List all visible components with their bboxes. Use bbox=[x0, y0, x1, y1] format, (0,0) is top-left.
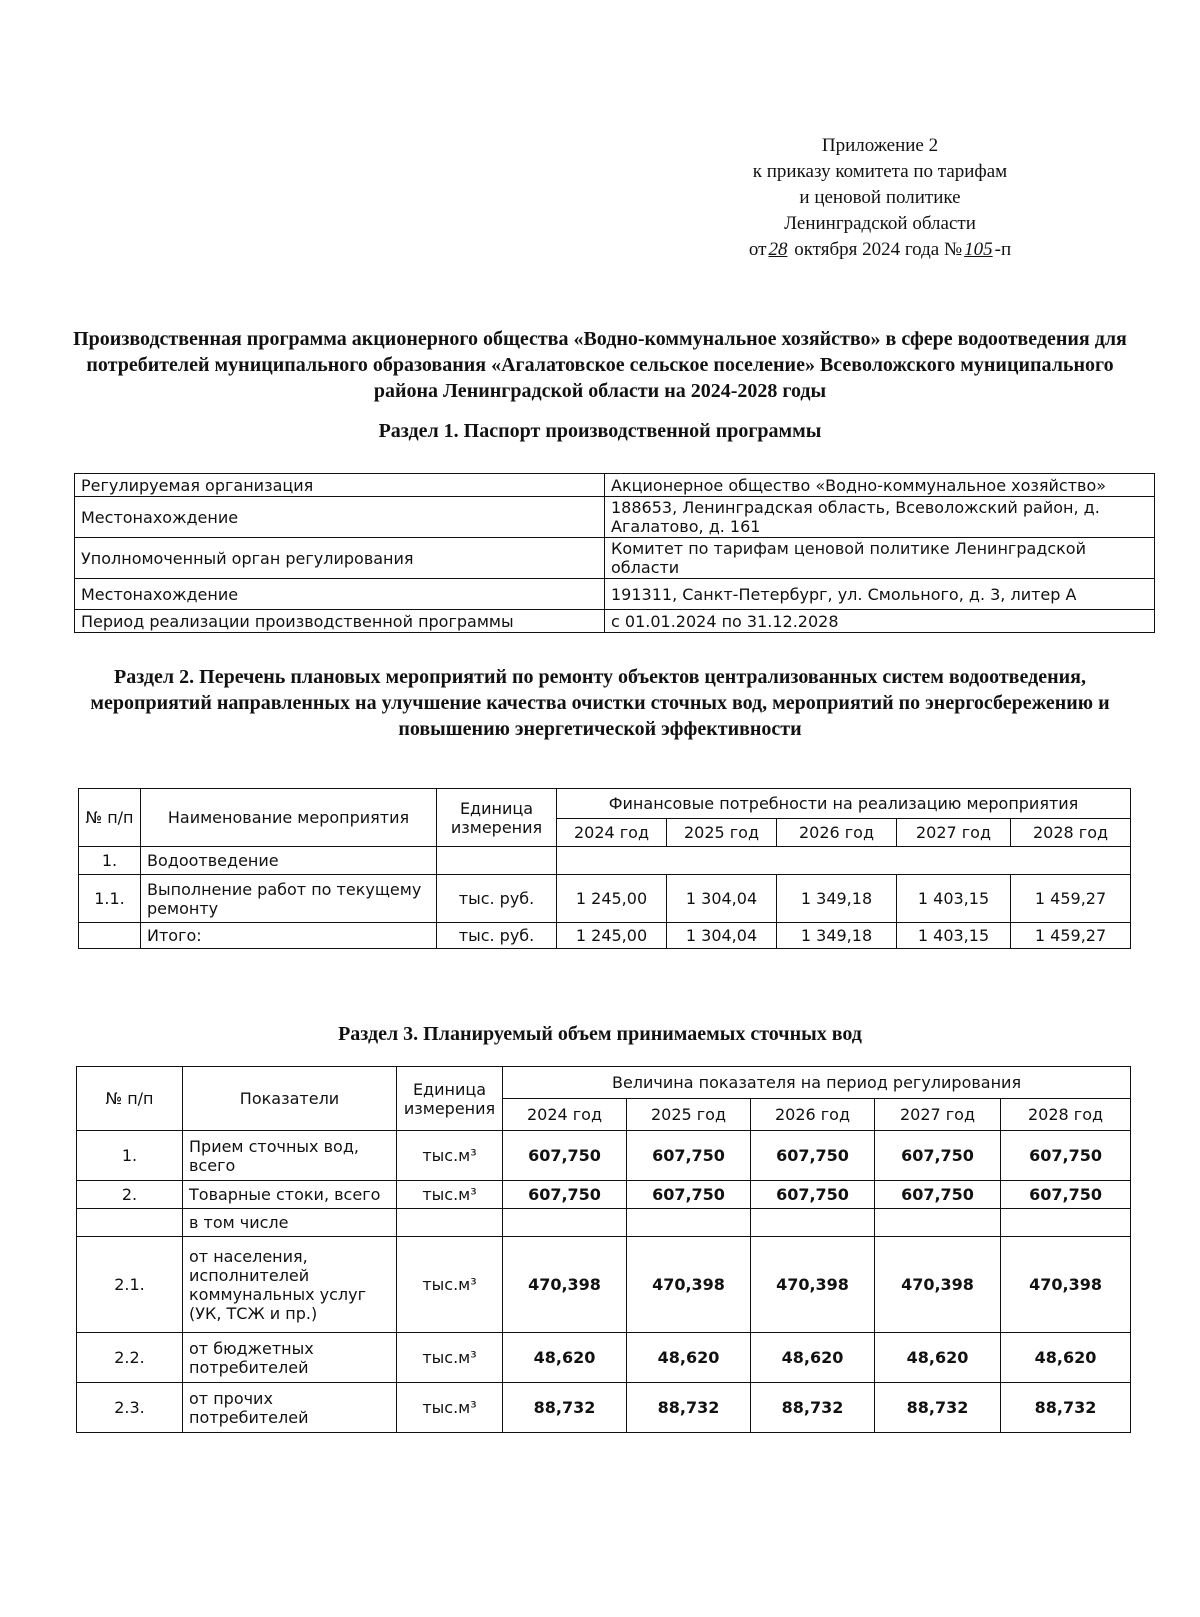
cell-num: 2.1. bbox=[77, 1237, 183, 1333]
cell-value: 607,750 bbox=[503, 1181, 627, 1209]
table-row bbox=[75, 497, 1155, 538]
date-day-handwritten: 28 bbox=[768, 239, 788, 260]
cell-name: Прием сточных вод, всего bbox=[183, 1131, 397, 1181]
appendix-line-4: Ленинградской области bbox=[784, 213, 976, 234]
cell-unit: тыс.м³ bbox=[397, 1383, 503, 1433]
col-header-year: 2028 год bbox=[1011, 819, 1131, 847]
document-title: Производственная программа акционерного общества «Водно-коммунальное хозяйство» в сфере водоотведения для потребителей муниципального образования «Агалатовское сельское поселение» Всеволожского муниципального района Ленинградской области на 2024-2028 годы bbox=[73, 328, 1127, 402]
table-row bbox=[75, 610, 1155, 633]
cell-value: 1 245,00 bbox=[557, 923, 667, 949]
col-header-year: 2024 год bbox=[557, 819, 667, 847]
col-header-year: 2028 год bbox=[1001, 1099, 1131, 1131]
order-number-handwritten: 105 bbox=[964, 239, 993, 260]
cell-value: 48,620 bbox=[875, 1333, 1001, 1383]
cell-num: 2.2. bbox=[77, 1333, 183, 1383]
passport-label: Местонахождение bbox=[75, 579, 605, 610]
cell-name-total: Итого: bbox=[141, 923, 437, 949]
cell-value: 470,398 bbox=[751, 1237, 875, 1333]
cell-value: 470,398 bbox=[1001, 1237, 1131, 1333]
cell-value: 48,620 bbox=[1001, 1333, 1131, 1383]
cell-value: 607,750 bbox=[875, 1131, 1001, 1181]
col-header-name: Наименование мероприятия bbox=[141, 789, 437, 847]
col-header-year: 2026 год bbox=[751, 1099, 875, 1131]
section2-title: Раздел 2. Перечень плановых мероприятий по ремонту объектов централизованных систем водоотведения, мероприятий направленных на улучшение качества очистки сточных вод, мероприятий по энергосбережению и повышению энергетической эффективности bbox=[90, 666, 1110, 740]
cell-num: 1. bbox=[77, 1131, 183, 1181]
wastewater-volume-table bbox=[76, 1066, 1131, 1433]
table-row bbox=[77, 1181, 1131, 1209]
cell-value: 1 304,04 bbox=[667, 875, 777, 923]
cell-value: 1 403,15 bbox=[897, 875, 1011, 923]
cell-value: 607,750 bbox=[627, 1131, 751, 1181]
table-row bbox=[75, 579, 1155, 610]
appendix-line-1: Приложение 2 bbox=[821, 135, 939, 156]
cell-unit: тыс. руб. bbox=[437, 875, 557, 923]
col-header-year: 2027 год bbox=[875, 1099, 1001, 1131]
cell-unit: тыс.м³ bbox=[397, 1333, 503, 1383]
cell-name: Водоотведение bbox=[141, 847, 437, 875]
table-row bbox=[79, 847, 1131, 875]
cell-num: 1. bbox=[79, 847, 141, 875]
cell-num: 1.1. bbox=[79, 875, 141, 923]
table-header-row bbox=[77, 1067, 1131, 1099]
cell-unit bbox=[437, 847, 557, 875]
col-header-year: 2025 год bbox=[667, 819, 777, 847]
col-header-num: № п/п bbox=[79, 789, 141, 847]
cell-value: 607,750 bbox=[751, 1181, 875, 1209]
cell-unit: тыс.м³ bbox=[397, 1131, 503, 1181]
cell-name: Товарные стоки, всего bbox=[183, 1181, 397, 1209]
measures-table bbox=[78, 788, 1131, 949]
cell-value: 1 459,27 bbox=[1011, 923, 1131, 949]
cell-num bbox=[77, 1209, 183, 1237]
cell-value: 1 403,15 bbox=[897, 923, 1011, 949]
table-row bbox=[77, 1237, 1131, 1333]
col-header-year: 2025 год bbox=[627, 1099, 751, 1131]
cell-value: 470,398 bbox=[627, 1237, 751, 1333]
cell-unit: тыс.м³ bbox=[397, 1181, 503, 1209]
cell-value: 48,620 bbox=[627, 1333, 751, 1383]
passport-value: Комитет по тарифам ценовой политике Ленинградской области bbox=[605, 538, 1155, 579]
col-header-num: № п/п bbox=[77, 1067, 183, 1131]
passport-table bbox=[74, 473, 1155, 633]
cell-empty bbox=[503, 1209, 627, 1237]
cell-value: 88,732 bbox=[627, 1383, 751, 1433]
col-header-name: Показатели bbox=[183, 1067, 397, 1131]
cell-value: 88,732 bbox=[503, 1383, 627, 1433]
passport-value: Акционерное общество «Водно-коммунальное хозяйство» bbox=[605, 474, 1155, 497]
col-header-year: 2027 год bbox=[897, 819, 1011, 847]
cell-num: 2. bbox=[77, 1181, 183, 1209]
col-header-finance: Финансовые потребности на реализацию мероприятия bbox=[557, 789, 1131, 819]
cell-value: 607,750 bbox=[875, 1181, 1001, 1209]
section3-title: Раздел 3. Планируемый объем принимаемых сточных вод bbox=[338, 1023, 862, 1045]
col-header-unit: Единица измерения bbox=[397, 1067, 503, 1131]
col-header-year: 2026 год bbox=[777, 819, 897, 847]
passport-label: Период реализации производственной программы bbox=[75, 610, 605, 633]
table-row bbox=[77, 1209, 1131, 1237]
passport-label: Регулируемая организация bbox=[75, 474, 605, 497]
appendix-date-line bbox=[700, 237, 1060, 263]
date-middle: октября 2024 года № bbox=[794, 239, 963, 260]
cell-value: 607,750 bbox=[1001, 1131, 1131, 1181]
cell-empty bbox=[627, 1209, 751, 1237]
passport-value: с 01.01.2024 по 31.12.2028 bbox=[605, 610, 1155, 633]
cell-value: 470,398 bbox=[875, 1237, 1001, 1333]
cell-value: 1 459,27 bbox=[1011, 875, 1131, 923]
cell-value: 1 304,04 bbox=[667, 923, 777, 949]
col-header-value: Величина показателя на период регулирования bbox=[503, 1067, 1131, 1099]
table-row bbox=[77, 1333, 1131, 1383]
cell-empty bbox=[875, 1209, 1001, 1237]
appendix-line-2: к приказу комитета по тарифам bbox=[752, 161, 1008, 182]
cell-value: 1 349,18 bbox=[777, 923, 897, 949]
cell-value: 607,750 bbox=[1001, 1181, 1131, 1209]
passport-value: 188653, Ленинградская область, Всеволожский район, д. Агалатово, д. 161 bbox=[605, 497, 1155, 538]
cell-value: 607,750 bbox=[627, 1181, 751, 1209]
date-prefix: от bbox=[748, 239, 767, 260]
appendix-header bbox=[700, 133, 1060, 263]
cell-value: 1 245,00 bbox=[557, 875, 667, 923]
cell-name: Выполнение работ по текущему ремонту bbox=[141, 875, 437, 923]
appendix-line-3: и ценовой политике bbox=[799, 187, 961, 208]
table-row bbox=[79, 875, 1131, 923]
cell-value: 48,620 bbox=[751, 1333, 875, 1383]
cell-num: 2.3. bbox=[77, 1383, 183, 1433]
date-suffix: -п bbox=[994, 239, 1012, 260]
passport-label: Уполномоченный орган регулирования bbox=[75, 538, 605, 579]
cell-value: 88,732 bbox=[875, 1383, 1001, 1433]
cell-name: от населения, исполнителей коммунальных услуг (УК, ТСЖ и пр.) bbox=[183, 1237, 397, 1333]
cell-empty bbox=[751, 1209, 875, 1237]
cell-value: 607,750 bbox=[503, 1131, 627, 1181]
col-header-year: 2024 год bbox=[503, 1099, 627, 1131]
cell-value: 48,620 bbox=[503, 1333, 627, 1383]
cell-value: 607,750 bbox=[751, 1131, 875, 1181]
table-row bbox=[77, 1131, 1131, 1181]
cell-empty bbox=[1001, 1209, 1131, 1237]
section1-title: Раздел 1. Паспорт производственной программы bbox=[378, 420, 822, 442]
col-header-unit: Единица измерения bbox=[437, 789, 557, 847]
passport-value: 191311, Санкт-Петербург, ул. Смольного, д. 3, литер А bbox=[605, 579, 1155, 610]
cell-name: от бюджетных потребителей bbox=[183, 1333, 397, 1383]
cell-value: 88,732 bbox=[751, 1383, 875, 1433]
table-row bbox=[75, 538, 1155, 579]
cell-name: в том числе bbox=[183, 1209, 397, 1237]
cell-unit: тыс.м³ bbox=[397, 1237, 503, 1333]
cell-value: 1 349,18 bbox=[777, 875, 897, 923]
table-row bbox=[79, 923, 1131, 949]
cell-unit: тыс. руб. bbox=[437, 923, 557, 949]
table-row bbox=[77, 1383, 1131, 1433]
cell-unit bbox=[397, 1209, 503, 1237]
cell-name: от прочих потребителей bbox=[183, 1383, 397, 1433]
cell-empty bbox=[557, 847, 1131, 875]
passport-label: Местонахождение bbox=[75, 497, 605, 538]
cell-value: 470,398 bbox=[503, 1237, 627, 1333]
table-row bbox=[75, 474, 1155, 497]
cell-value: 88,732 bbox=[1001, 1383, 1131, 1433]
table-header-row bbox=[79, 789, 1131, 819]
cell-num bbox=[79, 923, 141, 949]
